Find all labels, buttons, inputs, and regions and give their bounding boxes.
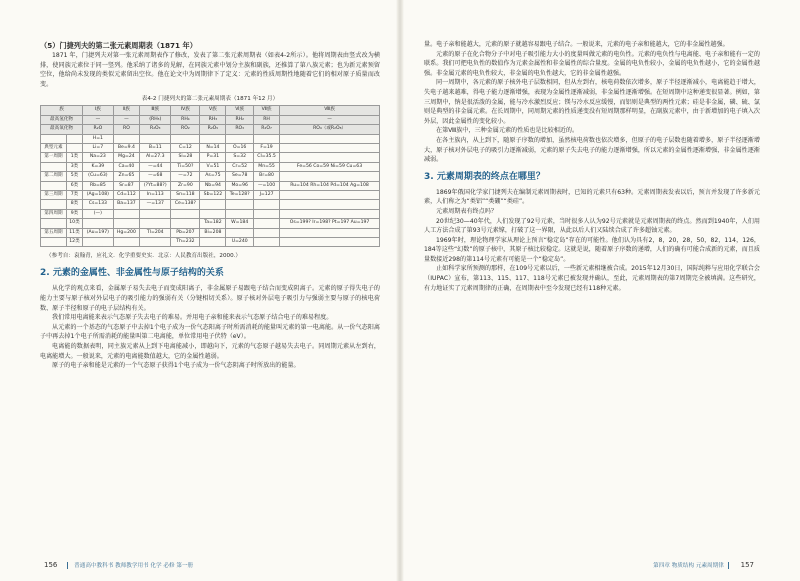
table-header-cell: 族 xyxy=(41,106,83,115)
table-header-cell: R₂O₇ xyxy=(254,125,280,134)
period-cell: 第五周期 xyxy=(41,228,67,237)
element-cell: Mn=55 xyxy=(254,162,280,171)
table-header-cell: RO₃ xyxy=(226,125,254,134)
element-cell: Ru=104 Rh=104 Pd=104 Ag=108 xyxy=(280,181,380,190)
paragraph: 元素的原子在化合物分子中对电子吸引能力大小的度量叫做元素的电负性。元素的电负性与电离能、电子亲和能有一定的联系。我们可把电负性的数值作为元素金属性和非金属性的综合量度。金属的电负性较小，金属的电负性越小，它的金属性越强。非金属元素的电负性较大，非金属的电负性越大，它的非金属性越强。 xyxy=(424,50,760,77)
series-cell: 1类 xyxy=(66,153,82,162)
series-cell: 9类 xyxy=(66,209,82,218)
element-cell: P=31 xyxy=(200,153,226,162)
element-cell: Se=78 xyxy=(226,172,254,181)
table-row xyxy=(41,181,380,190)
table-header-cell: Ⅲ族 xyxy=(140,106,171,115)
element-cell xyxy=(254,209,280,218)
element-cell: As=75 xyxy=(200,172,226,181)
footer-chapter-title: 第四章 物质结构 元素周期律 xyxy=(653,563,724,569)
table-header-cell: R₂O₃ xyxy=(140,125,171,134)
heading-mendeleev-second-table: （5）门捷列夫的第二张元素周期表（1871 年） xyxy=(40,41,197,50)
table-row xyxy=(41,144,380,153)
paragraph: 在第Ⅷ族中，三种金属元素的性质也是比较相近的。 xyxy=(436,127,579,135)
table-header-row xyxy=(41,106,380,115)
period-cell xyxy=(41,200,67,209)
element-cell: Al=27.3 xyxy=(140,153,171,162)
element-cell xyxy=(280,200,380,209)
element-cell: Mg=24 xyxy=(113,153,140,162)
element-cell: N=14 xyxy=(200,144,226,153)
periodic-table-1871 xyxy=(40,105,380,247)
footer-book-title: 普通高中教科书 教师教学用书 化学 必修 第一册 xyxy=(74,563,194,569)
element-cell xyxy=(113,209,140,218)
series-cell: 10类 xyxy=(66,219,82,228)
paragraph: 电离能的数据表明，同主族元素从上到下电离能减小，即越向下，元素的气态原子越易失去电子。同周期元素从左到右，电离能增大。一般说来，元素的电离能数值越大，它的金属性越弱。 xyxy=(40,343,380,360)
table-header-row xyxy=(41,115,380,124)
element-cell xyxy=(280,228,380,237)
element-cell xyxy=(200,209,226,218)
series-cell: 5类 xyxy=(66,172,82,181)
element-cell: W=184 xyxy=(226,219,254,228)
table-header-cell: RH xyxy=(254,115,280,124)
element-cell: (?Yt=88?) xyxy=(140,181,171,190)
paragraph: 从元素的一个基态的气态原子中去掉1个电子成为一价气态阳离子时所需消耗的能量叫元素的第一电离能。从一价气态阳离子中再去掉1个电子所需消耗的能量叫第二电离能，单位常用电子伏特（eV）。 xyxy=(40,323,380,341)
element-cell: —=44 xyxy=(140,162,171,171)
element-cell xyxy=(171,219,200,228)
element-cell: Pb=207 xyxy=(171,228,200,237)
element-cell: Tl=204 xyxy=(140,228,171,237)
table-header-cell: — xyxy=(280,115,380,124)
element-cell xyxy=(280,144,380,153)
period-cell: 第三周期 xyxy=(41,191,67,200)
element-cell: Cl=35.5 xyxy=(254,153,280,162)
element-cell xyxy=(280,191,380,200)
element-cell: Ce=138? xyxy=(171,200,200,209)
element-cell xyxy=(254,134,280,143)
element-cell xyxy=(226,134,254,143)
periodic-table-body xyxy=(41,134,380,247)
table-row xyxy=(41,200,380,209)
section-title-metallicity: 2. 元素的金属性、非金属性与原子结构的关系 xyxy=(40,268,224,279)
table-header-cell: RO₄（或R₂O₈） xyxy=(280,125,380,134)
element-cell: F=19 xyxy=(254,144,280,153)
element-cell: —=100 xyxy=(254,181,280,190)
element-cell: C=12 xyxy=(171,144,200,153)
element-cell: —=68 xyxy=(140,172,171,181)
table-caption: 表4-2 门捷列夫的第二张元素周期表（1871 年12 月） xyxy=(141,96,279,103)
left-footer xyxy=(38,561,193,569)
element-cell: —=72 xyxy=(171,172,200,181)
period-cell: 第四周期 xyxy=(41,209,67,218)
element-cell xyxy=(280,134,380,143)
table-header-cell: Ⅴ族 xyxy=(200,106,226,115)
table-header-cell: R₂O xyxy=(83,125,114,134)
element-cell xyxy=(200,134,226,143)
period-cell: 第二周期 xyxy=(41,172,67,181)
table-header-cell: Ⅵ族 xyxy=(226,106,254,115)
element-cell: (Cu=63) xyxy=(83,172,114,181)
periodic-table-header xyxy=(41,106,380,134)
element-cell: Br=80 xyxy=(254,172,280,181)
element-cell xyxy=(280,209,380,218)
table-row xyxy=(41,219,380,228)
element-cell: (Ag=108) xyxy=(83,191,114,200)
page-number: 156 xyxy=(44,561,58,569)
paragraph: 从化学的观点来看，金属原子易失去电子而变成阳离子，非金属原子易跟电子结合而变成阴离子。元素的原子得失电子的能力主要与原子核对外层电子的吸引能力的强弱有关（分键相切关系）。原子核对外层电子吸引力与强弱主要与原子的核电荷数、原子半径和原子的电子层结构有关。 xyxy=(40,285,380,312)
element-cell: Ca=40 xyxy=(113,162,140,171)
table-header-cell: Ⅳ族 xyxy=(171,106,200,115)
element-cell: O=16 xyxy=(226,144,254,153)
element-cell: H=1 xyxy=(83,134,114,143)
table-header-cell: RH₃ xyxy=(200,115,226,124)
paragraph: 1871 年，门捷列夫对第一张元素周期表作了修改，发表了第二张元素周期表（如表4-2所示）。他将周期表由竖式改为横排，使同族元素位于同一竖列。他采纳了诸多的见解，在同族元素中划分主族和副族，还推算了第八族元素；也为新元素预留空位，他给尚未发现的类似元素留出空位。他在论文中为周期律下了定义：元素的性质周期性地随着它们的相对原子质量而改变。 xyxy=(40,52,380,88)
element-cell xyxy=(113,238,140,247)
element-cell: Cd=112 xyxy=(113,191,140,200)
section-title-table-end: 3. 元素周期表的终点在哪里？ xyxy=(424,171,545,182)
paragraph: 止如科学家所预测的那样，在109号元素以后，一些新元素相继被合成。2015年12月30日，国际纯粹与应用化学联合会（IUPAC）宣布，第113、115、117、118号元素已被发现并确认，至此，元素周期表的第7周期完全被填满。这些研究，有力地证实了元素周期律的正确，在周期表中至今发现已经有118种元素。 xyxy=(424,265,760,292)
table-header-cell: RO₂ xyxy=(171,125,200,134)
element-cell: Fe=56 Co=59 Ni=59 Cu=63 xyxy=(280,162,380,171)
period-cell xyxy=(41,238,67,247)
element-cell: Bi=208 xyxy=(200,228,226,237)
element-cell: V=51 xyxy=(200,162,226,171)
period-cell: 第一周期 xyxy=(41,153,67,162)
element-cell: In=113 xyxy=(140,191,171,200)
element-cell: Sr=87 xyxy=(113,181,140,190)
element-cell xyxy=(83,238,114,247)
paragraph: 在各主族内，从上到下，随原子序数的增加，虽然核电荷数也依次增多，但原子的电子层数也随着增多，原子半径逐渐增大，原子核对外层电子的吸引力逐渐减弱，元素的原子失去电子的能力逐渐增强，所以元素的金属性逐渐增强，非金属性逐渐减弱。 xyxy=(424,136,760,164)
series-cell: 8类 xyxy=(66,200,82,209)
table-row xyxy=(41,228,380,237)
table-header-cell: 最高氧化物 xyxy=(41,125,83,134)
table-row xyxy=(41,209,380,218)
table-header-cell: RH₂ xyxy=(226,115,254,124)
element-cell: Nb=94 xyxy=(200,181,226,190)
element-cell: Zr=90 xyxy=(171,181,200,190)
series-cell xyxy=(66,134,82,143)
element-cell: —=137 xyxy=(140,200,171,209)
element-cell: Cr=52 xyxy=(226,162,254,171)
element-cell xyxy=(226,228,254,237)
series-cell xyxy=(66,144,82,153)
element-cell xyxy=(254,238,280,247)
series-cell: 11类 xyxy=(66,228,82,237)
table-header-cell: RO xyxy=(113,125,140,134)
element-cell: J=127 xyxy=(254,191,280,200)
table-header-cell: Ⅷ族 xyxy=(280,106,380,115)
element-cell: Sb=122 xyxy=(200,191,226,200)
table-header-cell: RH₄ xyxy=(171,115,200,124)
right-footer xyxy=(653,561,760,569)
element-cell xyxy=(140,209,171,218)
paragraph: 1869年俄国化学家门捷列夫在编制元素周期表时，已知的元素只有63种。元素周期表发表以后，预言并发现了许多新元素，人们称之为“类铝”“类硼”“类硅”。 xyxy=(424,188,760,206)
element-cell: Th=232 xyxy=(171,238,200,247)
element-cell: Cs=133 xyxy=(83,200,114,209)
table-row xyxy=(41,153,380,162)
element-cell xyxy=(113,134,140,143)
table-row xyxy=(41,162,380,171)
element-cell: Sn=118 xyxy=(171,191,200,200)
table-header-cell: Ⅶ族 xyxy=(254,106,280,115)
table-row xyxy=(41,238,380,247)
element-cell xyxy=(254,219,280,228)
paragraph: 我们常用电离能来表示气态原子失去电子的难易。并用电子亲和能来表示气态原子结合电子的难易程度。 xyxy=(52,314,333,322)
element-cell xyxy=(280,172,380,181)
series-cell: 6类 xyxy=(66,181,82,190)
element-cell xyxy=(200,238,226,247)
element-cell xyxy=(171,134,200,143)
table-header-cell: (RH₅) xyxy=(140,115,171,124)
element-cell: Ti=50? xyxy=(171,162,200,171)
period-cell xyxy=(41,134,67,143)
paragraph: 同一周期中，各元素的原子核外电子层数相同，但从左到右，核电荷数依次增多，原子半径逐渐减小，电离能趋于增大，失电子越来越难，得电子能力逐渐增强，表现为金属性逐渐减弱，非金属性逐渐增强。在短周期中这种递变很显著。例如，第三周期中，钠是很活泼的金属，能与冷水激烈反应；镁与冷水反应缓慢，而铝则是典型的两性元素；硅是非金属，磷、硫、氯则是典型的非金属元素。在长周期中，同周期元素的性质递变没有短周期那样明显，在副族元素中，由于新增加的电子填入次外层，因此金属性的变化较小。 xyxy=(424,79,760,125)
paragraph: 元素周期表有终点吗？ xyxy=(436,207,497,215)
element-cell: Be=9.4 xyxy=(113,144,140,153)
element-cell: Mo=96 xyxy=(226,181,254,190)
element-cell xyxy=(171,209,200,218)
element-cell: U=240 xyxy=(226,238,254,247)
table-row xyxy=(41,134,380,143)
table-header-cell: — xyxy=(113,115,140,124)
table-header-cell: — xyxy=(83,115,114,124)
element-cell: Ta=182 xyxy=(200,219,226,228)
element-cell xyxy=(254,228,280,237)
period-cell xyxy=(41,219,67,228)
paragraph: 量。电子亲和能越大，元素的原子就越容易跟电子结合。一般说来，元素的电子亲和能越大，它的非金属性越强。 xyxy=(424,41,729,48)
table-header-cell: R₂O₅ xyxy=(200,125,226,134)
period-cell xyxy=(41,162,67,171)
paragraph: 原子的电子亲和能是元素的一个气态原子获得1个电子成为一价气态阴离子时所放出的能量。 xyxy=(52,362,300,370)
element-cell xyxy=(280,153,380,162)
element-cell: Te=128? xyxy=(226,191,254,200)
element-cell xyxy=(83,219,114,228)
element-cell: Rb=85 xyxy=(83,181,114,190)
source-note: （参考自：袁翰青，应礼文．化学重要史实．北京：人民教育出版社，2000.） xyxy=(46,253,242,260)
element-cell: Ba=137 xyxy=(113,200,140,209)
table-header-cell: 最高氢化物 xyxy=(41,115,83,124)
element-cell xyxy=(226,200,254,209)
period-cell: 典型元素 xyxy=(41,144,67,153)
element-cell: Hg=200 xyxy=(113,228,140,237)
element-cell: Os=199? Ir=198? Pt=197 Au=197 xyxy=(280,219,380,228)
paragraph: 1969年时，理论物理学家从理论上预言“稳定岛”存在的可能性。他们认为具有2，8，20，28，50，82，114，126，184等这些“幻数”的原子核中，其原子核比较稳定。这就是说，随着原子序数的递增，人们的确有可能合成新的元素，而且质量数接近298的第114号元素有可能是一个“稳定岛”。 xyxy=(424,236,760,263)
element-cell xyxy=(280,238,380,247)
table-header-row xyxy=(41,125,380,134)
right-page xyxy=(402,0,800,581)
element-cell: Zn=65 xyxy=(113,172,140,181)
element-cell: Si=28 xyxy=(171,153,200,162)
element-cell: B=11 xyxy=(140,144,171,153)
left-page xyxy=(0,0,398,581)
page-number: 157 xyxy=(740,561,754,569)
element-cell: (Au=197) xyxy=(83,228,114,237)
table-row xyxy=(41,191,380,200)
table-row xyxy=(41,172,380,181)
footer-divider xyxy=(728,562,729,569)
element-cell: K=39 xyxy=(83,162,114,171)
element-cell xyxy=(226,209,254,218)
element-cell xyxy=(140,219,171,228)
paragraph: 20世纪30—40年代，人们发现了92号元素，当时很多人认为92号元素就是元素周期表的终点。然而到1940年，人们用人工方法合成了第93号元素镎，打破了这一界限，从此以后人们又陆续合成了许多超铀元素。 xyxy=(424,217,760,235)
series-cell: 3类 xyxy=(66,162,82,171)
element-cell xyxy=(140,134,171,143)
element-cell: Na=23 xyxy=(83,153,114,162)
element-cell: Li=7 xyxy=(83,144,114,153)
table-header-cell: Ⅰ族 xyxy=(83,106,114,115)
element-cell: (—) xyxy=(83,209,114,218)
series-cell: 12类 xyxy=(66,238,82,247)
element-cell xyxy=(254,200,280,209)
period-cell xyxy=(41,181,67,190)
table-header-cell: Ⅱ族 xyxy=(113,106,140,115)
series-cell: 7类 xyxy=(66,191,82,200)
element-cell: S=32 xyxy=(226,153,254,162)
footer-divider xyxy=(67,562,68,569)
element-cell xyxy=(200,200,226,209)
element-cell xyxy=(113,219,140,228)
element-cell xyxy=(140,238,171,247)
